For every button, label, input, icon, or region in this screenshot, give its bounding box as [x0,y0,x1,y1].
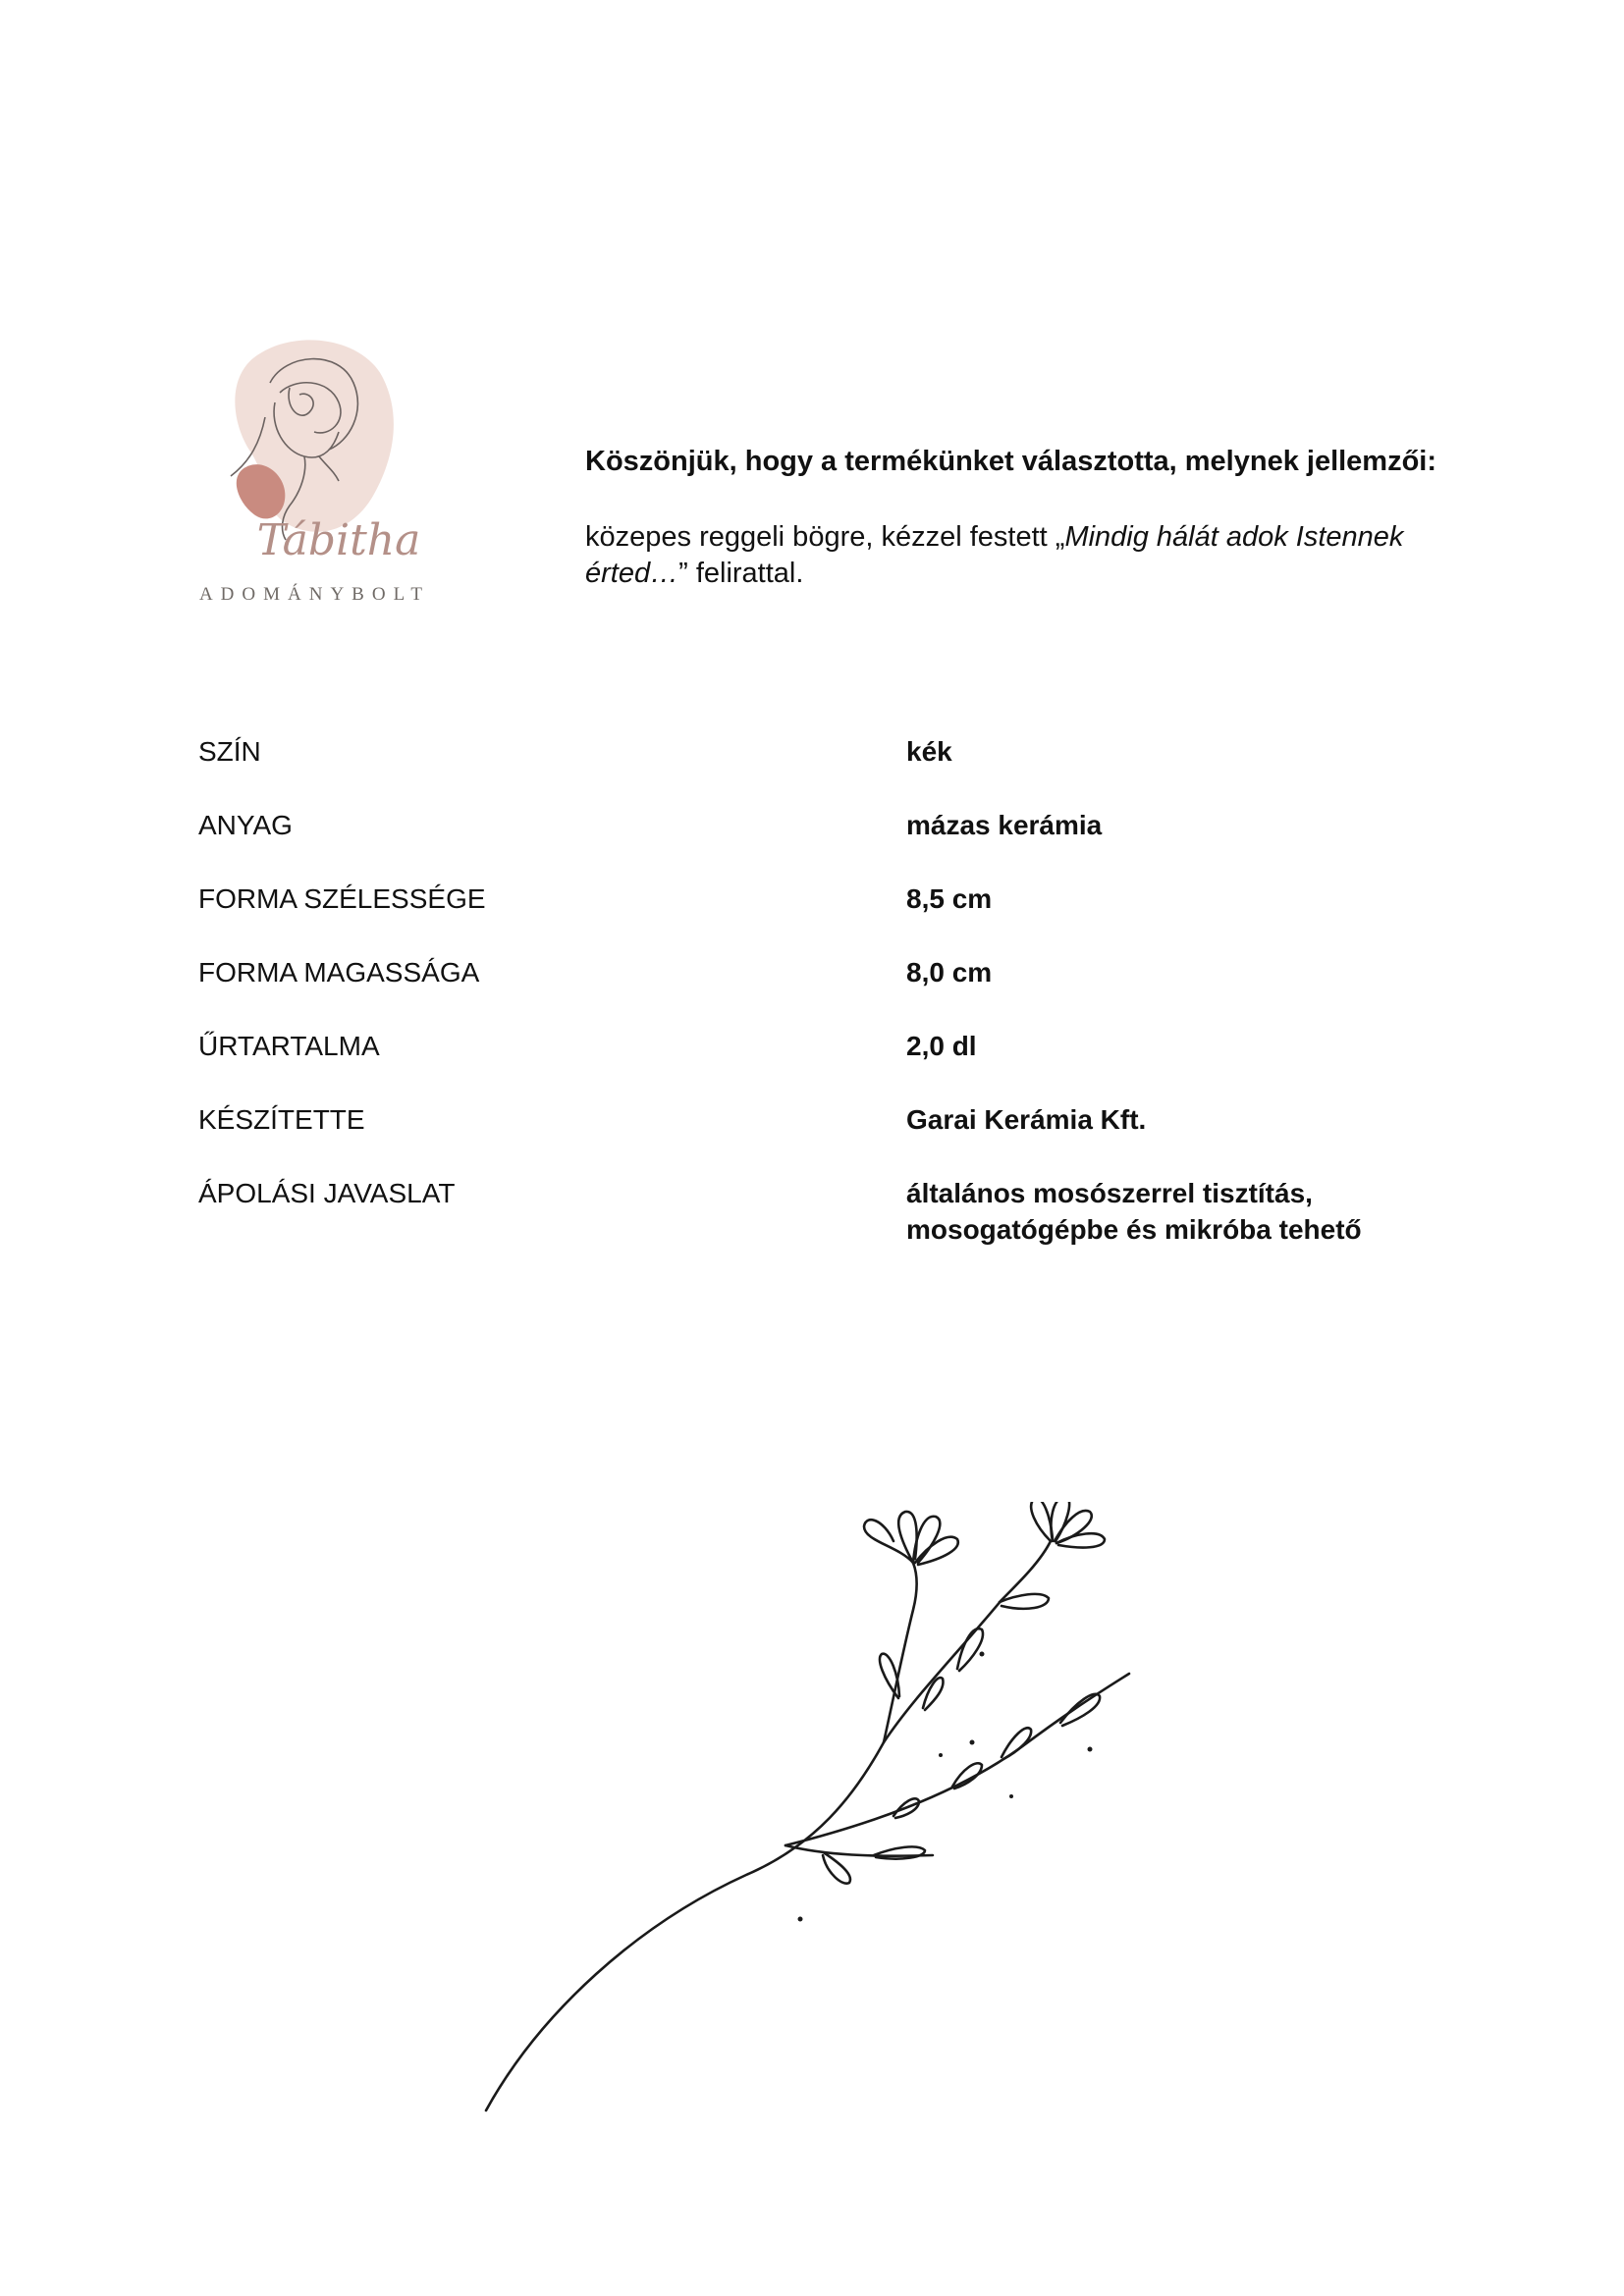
spec-label: KÉSZÍTETTE [198,1104,365,1135]
description-italic-quote: Mindig hálát adok Istennek érted… [585,521,1404,589]
spec-row-color [198,733,1514,807]
spec-row-material [198,807,1514,881]
description-prefix: közepes reggeli bögre, kézzel festett „ [585,521,1065,553]
tabitha-logo [191,334,437,618]
flower-branch-icon [461,1502,1168,2130]
spec-value: Garai Kerámia Kft. [906,1104,1147,1135]
spec-label: ŰRTARTALMA [198,1031,380,1061]
spec-label: SZÍN [198,736,261,767]
spec-value: általános mosószerrel tisztítás, mosogatógépbe és mikróba tehető [906,1178,1362,1245]
spec-label: FORMA SZÉLESSÉGE [198,883,486,914]
spec-row-care [198,1175,1514,1249]
intro-heading: Köszönjük, hogy a termékünket választotta, melynek jellemzői: [585,446,1437,477]
spec-value: kék [906,736,952,767]
spec-row-capacity [198,1028,1514,1101]
spec-value: 8,0 cm [906,957,993,988]
spec-label: FORMA MAGASSÁGA [198,957,480,988]
description-suffix: ” felirattal. [678,558,804,589]
spec-label: ÁPOLÁSI JAVASLAT [198,1178,456,1208]
spec-label: ANYAG [198,810,293,840]
product-description [585,519,1449,592]
spec-row-width [198,881,1514,954]
logo-wordmark: ADOMÁNYBOLT [198,584,431,605]
product-specs-table [198,733,1514,1249]
spec-value: 2,0 dl [906,1031,977,1061]
spec-value: 8,5 cm [906,883,993,914]
spec-value: mázas kerámia [906,810,1103,840]
logo-script-name: Tábitha [256,515,421,565]
woman-portrait-icon [191,334,437,618]
spec-row-height [198,954,1514,1028]
spec-row-maker [198,1101,1514,1175]
intro-section [585,444,1449,592]
